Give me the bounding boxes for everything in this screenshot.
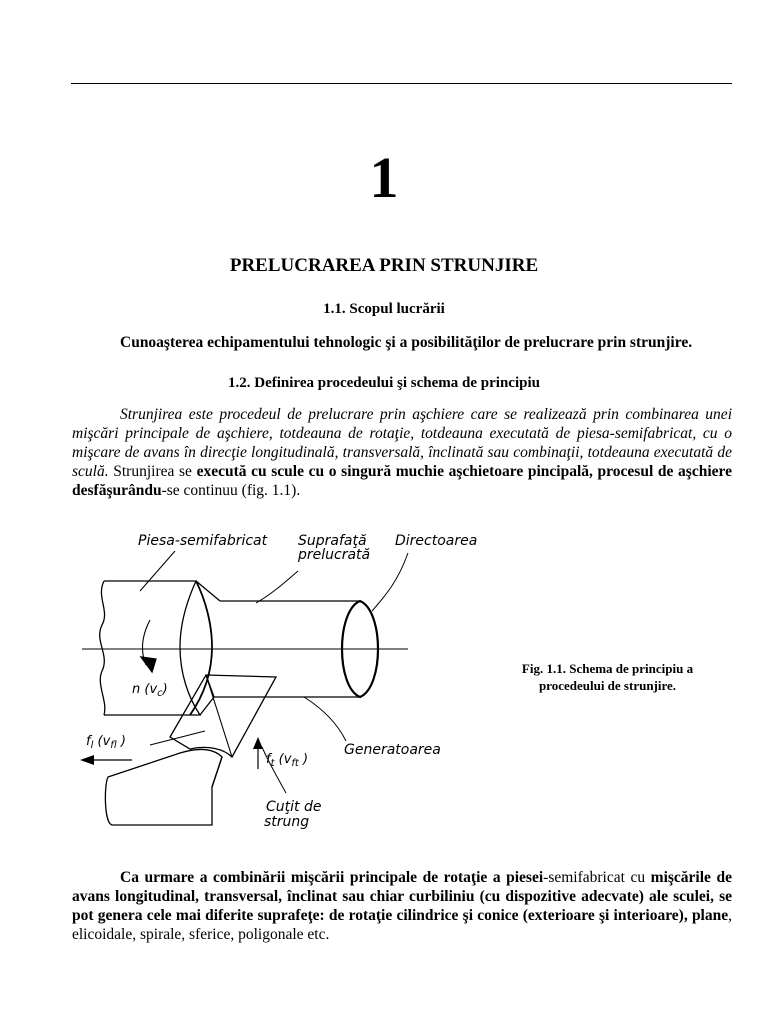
leader-generatrix: [304, 697, 346, 741]
label-generatrix: Generatoarea: [344, 742, 441, 758]
tool-shank: [105, 750, 222, 825]
paragraph-surfaces: [72, 868, 732, 944]
tool-front-edge: [206, 675, 214, 697]
chapter-title: PRELUCRAREA PRIN STRUNJIRE: [229, 255, 539, 276]
top-rule: [71, 83, 732, 84]
figure-caption-line1: Fig. 1.1. Schema de principiu a: [521, 661, 694, 676]
turning-schematic-figure: [0, 525, 490, 835]
section-heading-1-1: 1.1. Scopul lucrării: [323, 301, 445, 317]
paragraph-definition: [72, 405, 732, 500]
surfaces-bold-1: Ca urmare a combinării mişcării principale de rotaţie a piesei: [120, 869, 544, 886]
tool-inner-edge: [150, 731, 205, 745]
rotation-arrow-head: [141, 657, 156, 672]
definition-italic-text: Strunjirea este procedeul de prelucrare prin aşchiere care se realizează prin combinarea unei mişcări principale de aşchiere, totdeauna de rotaţie, totdeauna executată de piesa-semifabricat, cu o mişcare de avans în direcţie longitudinală, transversală, înclinată sau combinaţii, totdeauna executată de sculă.: [72, 406, 732, 480]
symbol-rotation: n $(v_c)$: [132, 682, 168, 699]
chamfer-bottom: [200, 697, 214, 715]
figure-caption: [490, 660, 725, 694]
paragraph-purpose: Cunoaşterea echipamentului tehnologic şi a posibilităţilor de prelucrare prin strunjire.: [120, 334, 693, 351]
surfaces-text-1: -semifabricat cu: [543, 869, 651, 886]
leader-piece: [140, 551, 175, 591]
leader-directrix: [372, 553, 408, 611]
surfaces-text-2: , elicoidale, spirale, sferice, poligonale etc.: [72, 907, 732, 943]
workpiece-rim: [190, 581, 212, 715]
chapter-number: 1: [369, 145, 399, 210]
label-surface-line1: Suprafaţă: [298, 533, 367, 549]
symbol-feed-transversal: $f_t$ ($v_{ft}$ ): [266, 752, 309, 769]
feed-transversal-arrow-head: [253, 737, 263, 749]
label-directrix: Directoarea: [395, 533, 478, 549]
label-piece: Piesa-semifabricat: [138, 533, 268, 549]
surfaces-bold-2: mişcările de avans longitudinal, transversal, înclinat sau chiar curbiliniu (cu dispozitive adecvate) ale sculei, se pot genera cele mai diferite suprafeţe: de rotaţie cilindrice şi conice (exterioare şi interioare), plane: [72, 869, 732, 924]
figure-caption-line2: procedeului de strunjire.: [538, 678, 677, 693]
symbol-feed-longitudinal: $f_l$ ($v_{fl}$ ): [86, 734, 126, 751]
leader-surface: [256, 571, 298, 603]
workpiece-break-line: [100, 581, 105, 715]
definition-bold-text: execută cu scule cu o singură muchie aşchietoare pincipală, procesul de aşchiere desfăşurându: [72, 463, 732, 499]
feed-longitudinal-arrow-head: [80, 755, 94, 765]
chamfer-top: [196, 581, 220, 601]
label-tool-line1: Cuţit de: [266, 799, 322, 815]
tool-shank-edge: [212, 757, 222, 787]
section-heading-1-2: 1.2. Definirea procedeului şi schema de principiu: [228, 375, 540, 391]
label-tool-line2: strung: [264, 814, 310, 830]
definition-text-a: Strunjirea se: [108, 463, 197, 480]
definition-text-b: -se continuu (fig. 1.1).: [161, 482, 301, 499]
label-surface-line2: prelucrată: [298, 547, 371, 563]
